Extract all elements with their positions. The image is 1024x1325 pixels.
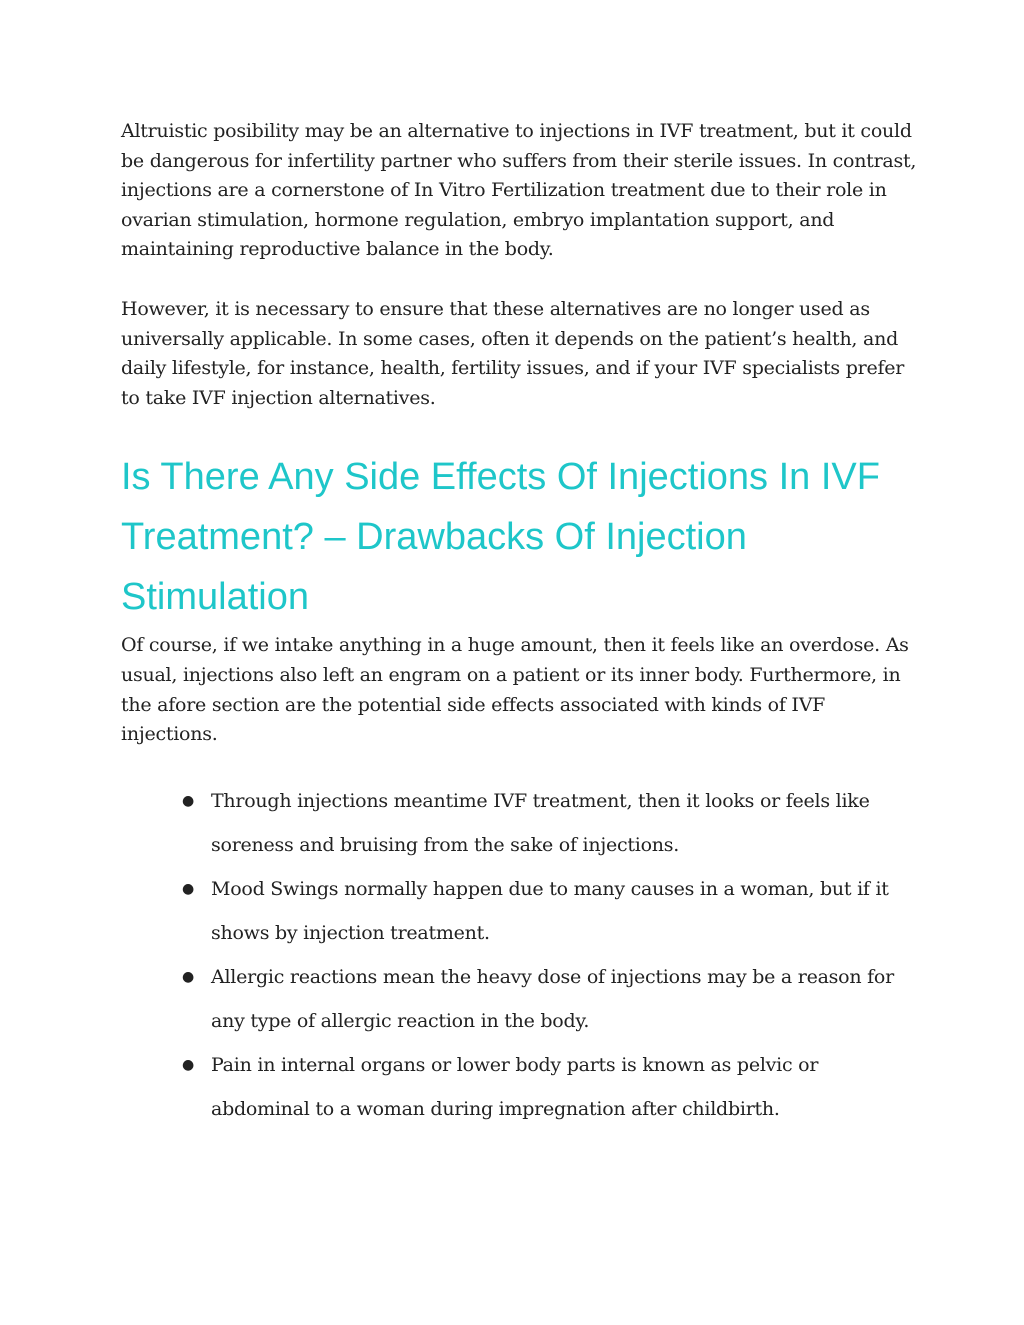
list-item-text: Pain in internal organs or lower body parts is known as pelvic or abdominal to a woman during impregnation after childbirth. bbox=[211, 1053, 819, 1120]
list-item-text: Allergic reactions mean the heavy dose of injections may be a reason for any type of allergic reaction in the body. bbox=[211, 965, 894, 1032]
bullet-dot-icon: ● bbox=[182, 880, 194, 897]
section-heading: Is There Any Side Effects Of Injections In IVF Treatment? – Drawbacks Of Injection Stimulation bbox=[121, 456, 880, 619]
side-effects-list bbox=[121, 779, 921, 1131]
document-page bbox=[121, 117, 921, 1131]
paragraph-alternatives: However, it is necessary to ensure that these alternatives are no longer used as universally applicable. In some cases, often it depends on the patient’s health, and daily lifestyle, for instance, health, fertility issues, and if your IVF specialists prefer to take IVF injection alternatives. bbox=[121, 297, 905, 409]
list-item-text: Mood Swings normally happen due to many causes in a woman, but if it shows by injection treatment. bbox=[211, 877, 889, 944]
paragraph-altruistic: Altruistic posibility may be an alternative to injections in IVF treatment, but it could be dangerous for infertility partner who suffers from their sterile issues. In contrast, injections are a cornerstone of In Vitro Fertilization treatment due to their role in ovarian stimulation, hormone regulation, embryo implantation support, and maintaining reproductive balance in the body. bbox=[121, 120, 917, 261]
list-item bbox=[182, 867, 921, 955]
list-item bbox=[182, 955, 921, 1043]
list-item bbox=[182, 1043, 921, 1131]
bullet-dot-icon: ● bbox=[182, 1056, 194, 1073]
list-item-text: Through injections meantime IVF treatment, then it looks or feels like soreness and bruising from the sake of injections. bbox=[211, 789, 870, 856]
bullet-dot-icon: ● bbox=[182, 968, 194, 985]
section-intro: Of course, if we intake anything in a huge amount, then it feels like an overdose. As usual, injections also left an engram on a patient or its inner body. Furthermore, in the afore section are the potential side effects associated with kinds of IVF injections. bbox=[121, 634, 909, 746]
list-item bbox=[182, 779, 921, 867]
bullet-dot-icon: ● bbox=[182, 792, 194, 809]
